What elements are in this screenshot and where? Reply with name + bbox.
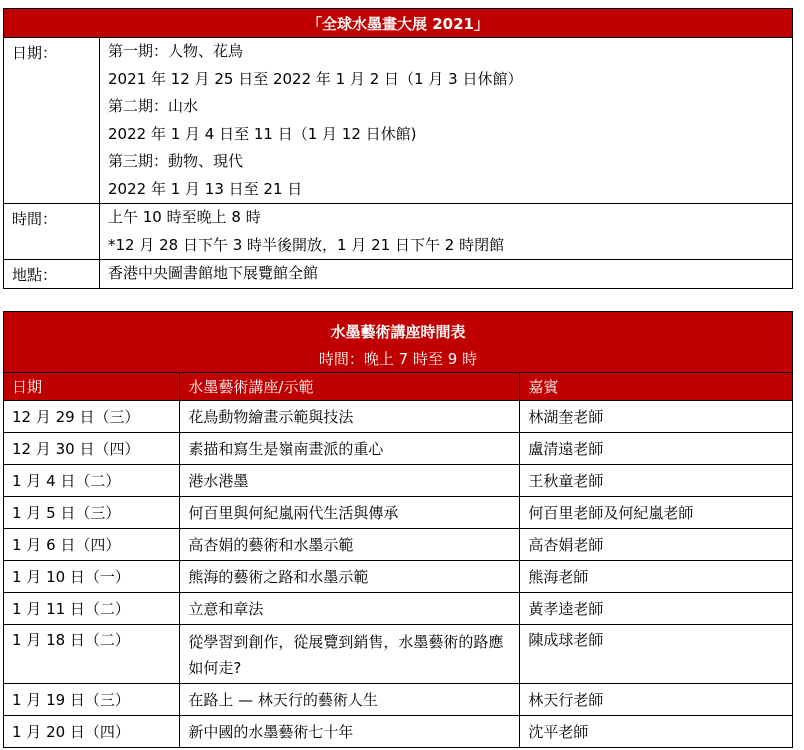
lecture-guest: 何百里老師及何紀嵐老師 [520,497,793,529]
lecture-topic: 熊海的藝術之路和水墨示範 [180,561,520,593]
date-details [100,38,793,204]
lecture-date: 12 月 29 日（三） [4,401,180,433]
date-line: 2022 年 1 月 13 日至 21 日 [108,179,303,198]
table-row [4,684,793,716]
lecture-guest: 盧清遠老師 [520,433,793,465]
table-row [4,716,793,748]
column-header-topic: 水墨藝術講座/示範 [180,373,520,401]
lecture-date: 1 月 10 日（一） [4,561,180,593]
table-row [4,465,793,497]
lecture-date: 1 月 20 日（四） [4,716,180,748]
time-label: 時間： [4,204,100,260]
table-row [4,497,793,529]
table-row [4,561,793,593]
table-row [4,625,793,684]
lecture-guest: 林天行老師 [520,684,793,716]
lecture-guest: 高杏娟老師 [520,529,793,561]
lecture-date: 1 月 6 日（四） [4,529,180,561]
venue-text: 香港中央圖書館地下展覽館全館 [108,264,319,282]
lecture-schedule-table [3,311,793,748]
date-line: 2022 年 1 月 4 日至 11 日（1 月 12 日休館) [108,124,417,143]
lecture-topic: 在路上 — 林天行的藝術人生 [180,684,520,716]
venue-label: 地點： [4,260,100,289]
lecture-title-row [4,312,793,347]
lecture-guest: 熊海老師 [520,561,793,593]
lecture-date: 1 月 19 日（三） [4,684,180,716]
table-row [4,593,793,625]
date-line: 第三期：動物、現代 [108,152,244,170]
lecture-date: 1 月 4 日（二） [4,465,180,497]
column-header-date: 日期 [4,373,180,401]
lecture-topic: 高杏娟的藝術和水墨示範 [180,529,520,561]
lecture-guest: 王秋童老師 [520,465,793,497]
date-line: 第二期：山水 [108,97,199,115]
lecture-topic: 新中國的水墨藝術七十年 [180,716,520,748]
lecture-date: 12 月 30 日（四） [4,433,180,465]
time-details [100,204,793,260]
exhibition-time-row [4,204,793,260]
lecture-topic: 港水港墨 [180,465,520,497]
lecture-date: 1 月 18 日（二） [4,625,180,684]
table-row [4,529,793,561]
exhibition-info-table [3,8,793,289]
lecture-title: 水墨藝術講座時間表 [4,312,793,347]
date-line: 2021 年 12 月 25 日至 2022 年 1 月 2 日（1 月 3 日休館） [108,69,523,88]
lecture-date: 1 月 5 日（三） [4,497,180,529]
lecture-guest: 沈平老師 [520,716,793,748]
date-line: 第一期：人物、花鳥 [108,42,244,60]
time-line: 上午 10 時至晚上 8 時 [108,208,261,226]
date-label: 日期： [4,38,100,204]
lecture-header-row [4,373,793,401]
lecture-guest: 黃孝逵老師 [520,593,793,625]
column-header-guest: 嘉賓 [520,373,793,401]
table-row [4,401,793,433]
exhibition-title: 「全球水墨畫大展 2021」 [4,9,793,38]
lecture-topic: 從學習到創作，從展覽到銷售，水墨藝術的路應如何走? [180,625,520,684]
lecture-guest: 林湖奎老師 [520,401,793,433]
exhibition-venue-row [4,260,793,289]
exhibition-date-row [4,38,793,204]
lecture-subtitle: 時間：晚上 7 時至 9 時 [4,346,793,373]
lecture-topic: 立意和章法 [180,593,520,625]
exhibition-title-row [4,9,793,38]
time-line: *12 月 28 日下午 3 時半後開放，1 月 21 日下午 2 時閉館 [108,235,505,254]
lecture-topic: 何百里與何紀嵐兩代生活與傳承 [180,497,520,529]
lecture-topic: 花鳥動物繪畫示範與技法 [180,401,520,433]
venue-details [100,260,793,289]
table-row [4,433,793,465]
lecture-subtitle-row [4,346,793,373]
lecture-guest: 陳成球老師 [520,625,793,684]
lecture-topic: 素描和寫生是嶺南畫派的重心 [180,433,520,465]
lecture-date: 1 月 11 日（二） [4,593,180,625]
